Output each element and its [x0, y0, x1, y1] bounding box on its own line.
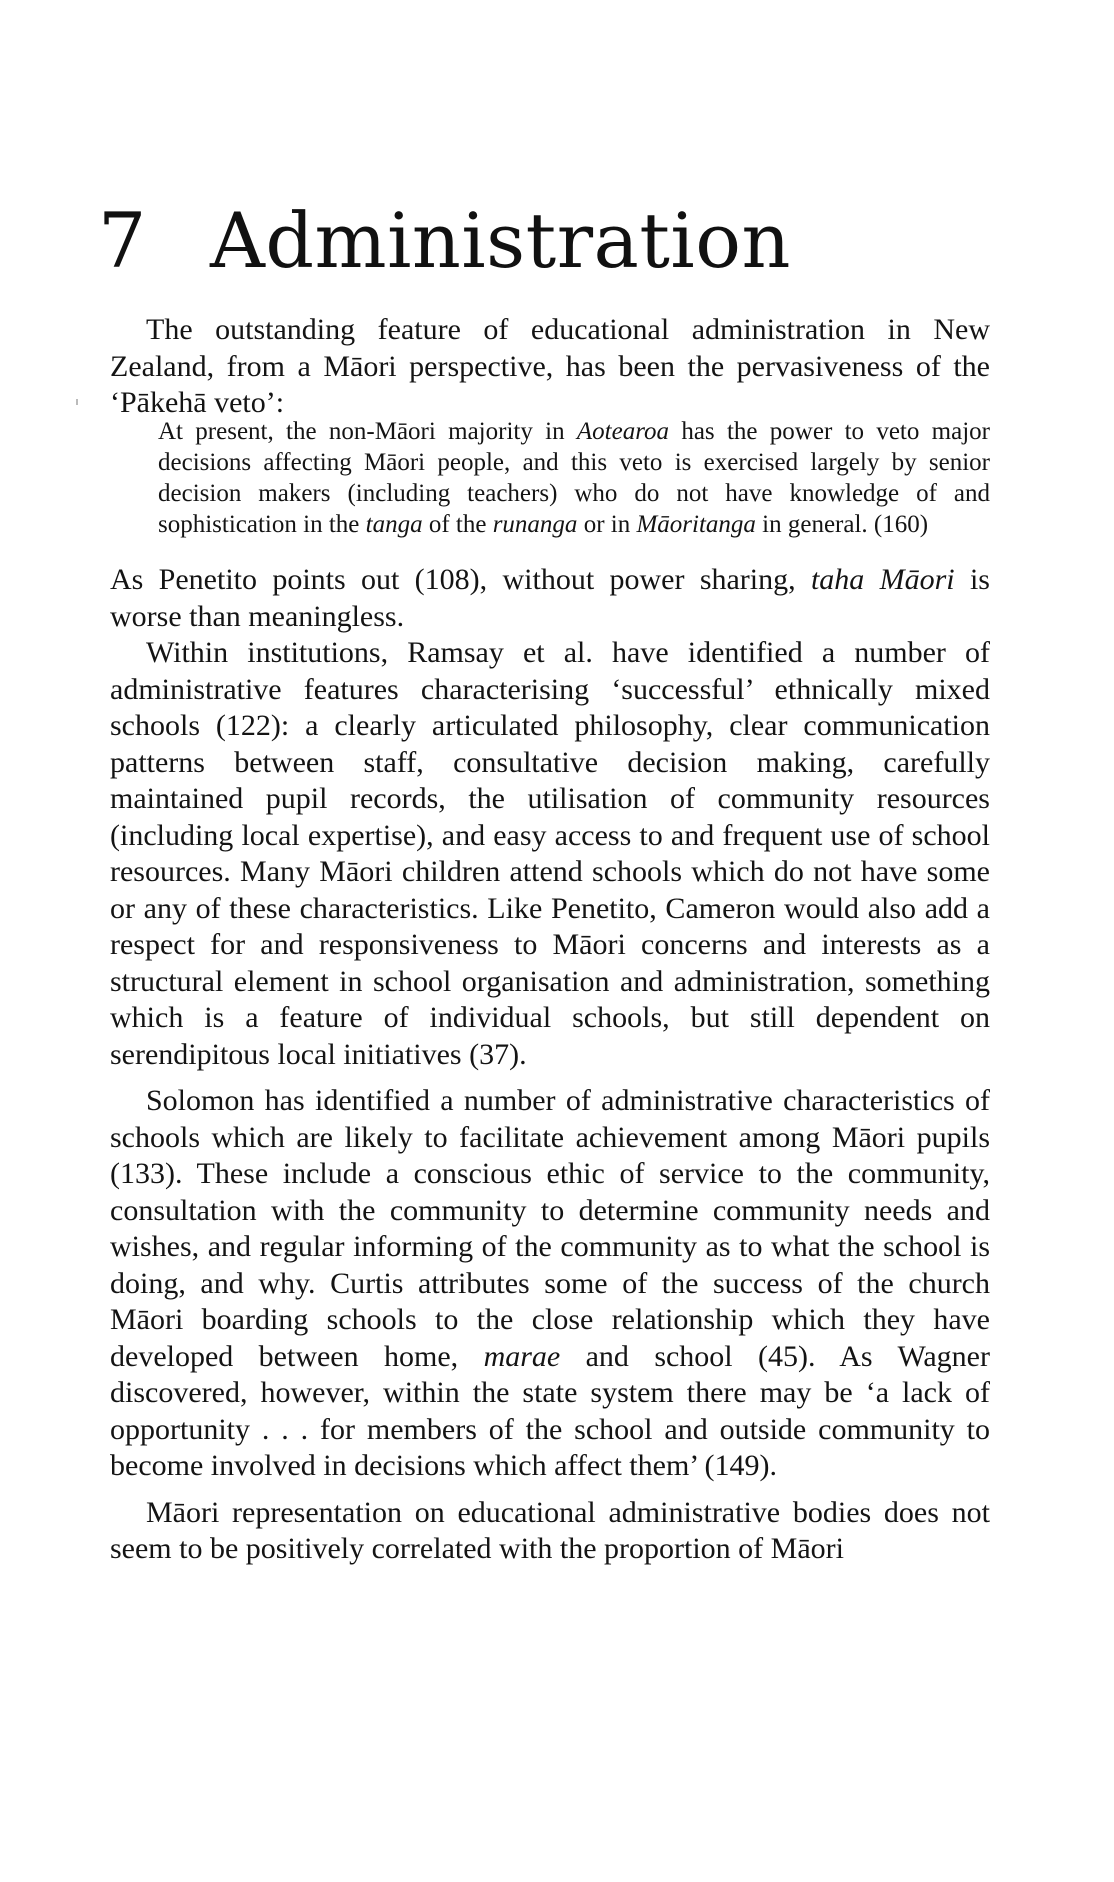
term-maoritanga: Māoritanga — [636, 511, 756, 538]
chapter-number: 7 — [98, 196, 147, 285]
paragraph-representation: Māori representation on educational administrative bodies does not seem to be positively correlated with the proportion of Māori — [110, 1495, 990, 1565]
main-body — [110, 562, 990, 1568]
margin-mark — [76, 399, 78, 405]
paragraph-solomon: Solomon has identified a number of administrative characteristics of schools which are likely to facilitate achievement among Māori pupils (133). These include a conscious ethic of service to the community, consultation with the community to determine community needs and wishes, and regular informing of the community as to what the school is doing, and why. Curtis attributes some of the success of the church Māori boarding schools to the close relationship which they have developed between home, marae and school (45). As Wagner discovered, however, within the state system there may be ‘a lack of opportunity . . . for members of the school and outside community to become involved in decisions which affect them’ (149). — [110, 1084, 990, 1482]
term-aotearoa: Aotearoa — [576, 418, 670, 445]
term-taha-maori: taha Māori — [810, 563, 955, 596]
term-tanga: tanga — [365, 511, 423, 538]
term-runanga: runanga — [492, 511, 578, 538]
term-marae: marae — [483, 1339, 561, 1373]
chapter-heading — [98, 196, 791, 285]
chapter-title: Administration — [210, 196, 791, 285]
paragraph-ramsay: Within institutions, Ramsay et al. have identified a number of administrative features characterising ‘successful’ ethnically mixed schools (122): a clearly articulated philosophy, clear communication patterns between staff, consultative decision making, carefully maintained pupil records, the utilisation of community resources (including local expertise), and easy access to and frequent use of school resources. Many Māori children attend schools which do not have some or any of these characteristics. Like Penetito, Cameron would also add a respect for and responsiveness to Māori concerns and interests as a structural element in school organisation and administration, something which is a feature of individual schools, but still dependent on serendipitous local initiatives (37). — [110, 636, 990, 1071]
paragraph-penetito: As Penetito points out (108), without power sharing, taha Māori is worse than meaningless. — [110, 563, 990, 633]
paragraph-intro: The outstanding feature of educational administration in New Zealand, from a Māori perspective, has been the pervasiveness of the ‘Pākehā veto’: — [110, 313, 990, 419]
block-quote: At present, the non-Māori majority in Aotearoa has the power to veto major decisions affecting Māori people, and this veto is exercised largely by senior decision makers (including teachers) who do not have knowledge of and sophistication in the tanga of the runanga or in Māoritanga in general. (160) — [158, 418, 990, 538]
